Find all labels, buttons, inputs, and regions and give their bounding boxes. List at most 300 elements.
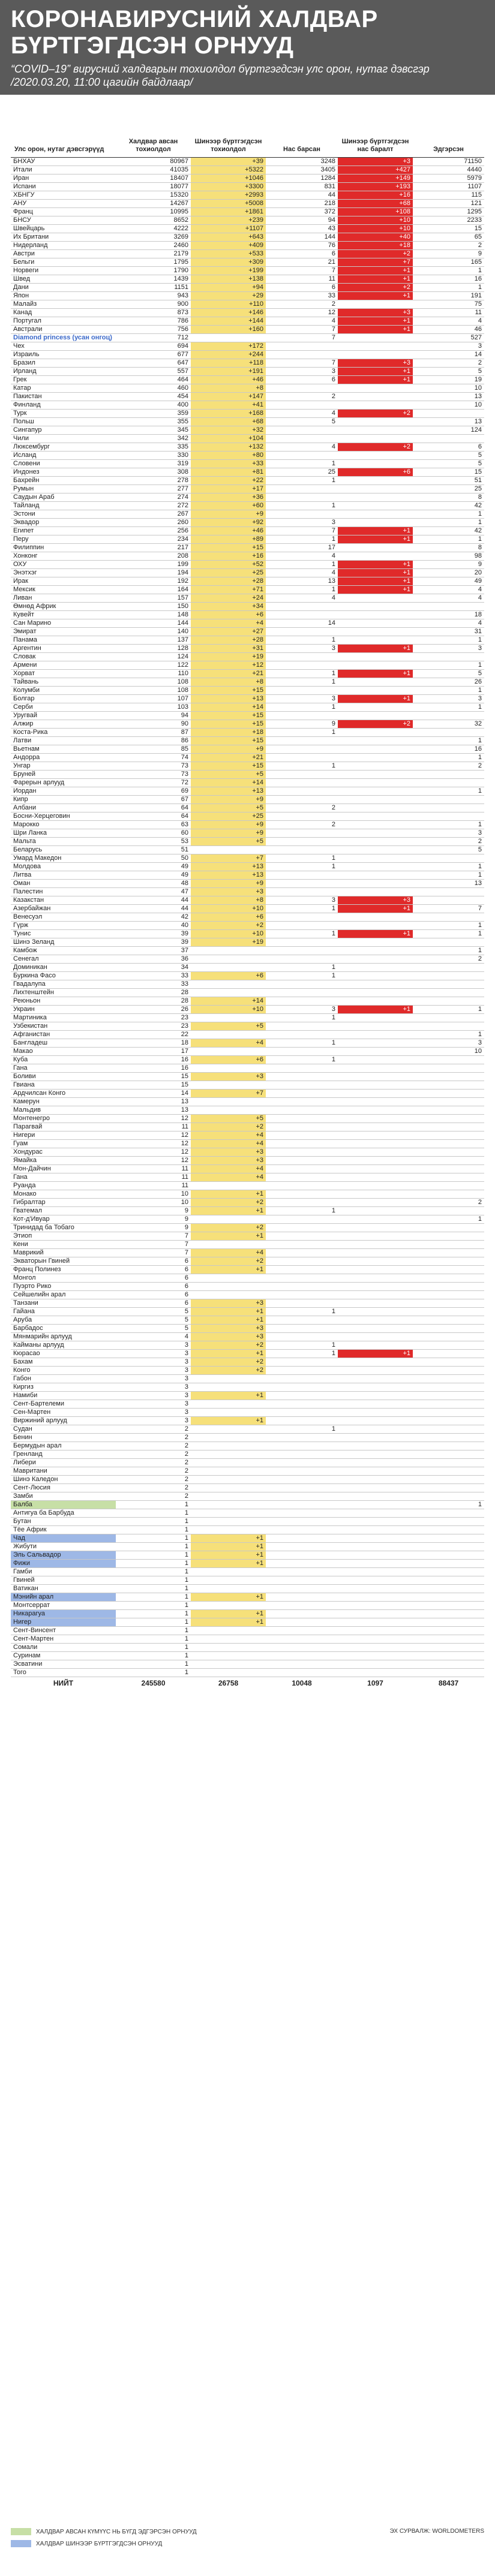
cell-name: Тайланд (11, 502, 116, 510)
cell-name: Маврикий (11, 1249, 116, 1257)
cell-new-deaths (338, 712, 413, 720)
cell-new-cases: +94 (191, 284, 266, 292)
cell-deaths (266, 1568, 338, 1576)
cell-new-cases: +19 (191, 653, 266, 661)
cell-recovered (413, 964, 484, 972)
cell-new-deaths (338, 619, 413, 628)
table-row (11, 1534, 484, 1543)
cell-new-deaths (338, 1602, 413, 1610)
cell-recovered (413, 888, 484, 896)
cell-new-deaths (338, 1182, 413, 1190)
cell-new-cases: +8 (191, 896, 266, 905)
cell-name: Япон (11, 292, 116, 300)
cell-deaths: 1 (266, 729, 338, 737)
cell-deaths (266, 779, 338, 787)
table-row (11, 1140, 484, 1148)
cell-recovered (413, 1593, 484, 1602)
cell-new-deaths (338, 838, 413, 846)
cell-deaths (266, 1165, 338, 1173)
cell-deaths: 372 (266, 208, 338, 216)
cell-deaths: 76 (266, 242, 338, 250)
cell-name: Макао (11, 1048, 116, 1056)
cell-deaths: 3 (266, 645, 338, 653)
cell-new-cases: +3 (191, 1333, 266, 1341)
cell-recovered (413, 1207, 484, 1215)
cell-new-deaths (338, 922, 413, 930)
cell-cases: 6 (116, 1257, 191, 1266)
cell-deaths: 2 (266, 300, 338, 309)
table-row (11, 552, 484, 561)
cell-deaths (266, 846, 338, 854)
cell-recovered (413, 1131, 484, 1140)
cell-new-deaths: +1 (338, 586, 413, 594)
cell-deaths: 1 (266, 762, 338, 771)
cell-cases: 22 (116, 1031, 191, 1039)
cell-cases: 128 (116, 645, 191, 653)
table-row (11, 1006, 484, 1014)
cell-recovered (413, 1585, 484, 1593)
table-row (11, 729, 484, 737)
cell-new-cases: +5322 (191, 166, 266, 174)
table-row (11, 896, 484, 905)
cell-recovered (413, 1173, 484, 1182)
cell-new-cases: +1 (191, 1392, 266, 1400)
cell-recovered: 4440 (413, 166, 484, 174)
cell-new-cases: +25 (191, 569, 266, 577)
cell-name: Бахам (11, 1358, 116, 1367)
cell-name: ХБНГУ (11, 191, 116, 200)
cell-deaths (266, 871, 338, 880)
cell-deaths: 1 (266, 1056, 338, 1064)
cell-new-cases: +3 (191, 1073, 266, 1081)
table-row (11, 888, 484, 896)
cell-new-deaths (338, 1266, 413, 1274)
cell-name: Турк (11, 410, 116, 418)
cell-name: Суринам (11, 1652, 116, 1660)
cell-new-cases: +4 (191, 1039, 266, 1048)
cell-recovered: 5 (413, 670, 484, 678)
table-row (11, 208, 484, 216)
cell-cases: 873 (116, 309, 191, 317)
cell-recovered (413, 1367, 484, 1375)
cell-recovered (413, 1476, 484, 1484)
cell-new-cases: +89 (191, 535, 266, 544)
cell-cases: 6 (116, 1266, 191, 1274)
cell-new-cases: +29 (191, 292, 266, 300)
cell-new-deaths: +3 (338, 158, 413, 166)
cell-deaths: 3405 (266, 166, 338, 174)
cell-recovered (413, 997, 484, 1006)
table-row (11, 1417, 484, 1425)
cell-new-deaths: +108 (338, 208, 413, 216)
cell-new-cases (191, 334, 266, 342)
cell-name: Латви (11, 737, 116, 745)
table-row (11, 1375, 484, 1383)
cell-deaths: 1 (266, 636, 338, 645)
cell-new-cases: +160 (191, 326, 266, 334)
cell-name: Мексик (11, 586, 116, 594)
cell-cases: 14267 (116, 200, 191, 208)
cell-deaths: 3248 (266, 158, 338, 166)
cell-recovered: 1 (413, 863, 484, 871)
cell-recovered: 8 (413, 544, 484, 552)
cell-cases: 64 (116, 804, 191, 812)
cell-cases: 2179 (116, 250, 191, 258)
cell-cases: 40 (116, 922, 191, 930)
table-row (11, 1325, 484, 1333)
cell-new-deaths: +1 (338, 292, 413, 300)
cell-new-deaths (338, 384, 413, 393)
cell-deaths (266, 1501, 338, 1509)
cell-new-cases: +13 (191, 871, 266, 880)
table-row (11, 1392, 484, 1400)
cell-new-cases: +118 (191, 359, 266, 368)
cell-deaths (266, 435, 338, 443)
cell-new-deaths (338, 989, 413, 997)
table-row (11, 913, 484, 922)
table-row (11, 1585, 484, 1593)
cell-name: Балба (11, 1501, 116, 1509)
cell-recovered: 16 (413, 275, 484, 284)
cell-new-deaths (338, 964, 413, 972)
cell-name: Өмнөд Африк (11, 603, 116, 611)
cell-name: Мэнийн арал (11, 1593, 116, 1602)
cell-deaths (266, 1157, 338, 1165)
cell-recovered: 1 (413, 535, 484, 544)
cell-name: Экваторын Гвиней (11, 1257, 116, 1266)
cell-cases: 1151 (116, 284, 191, 292)
cell-cases: 3 (116, 1409, 191, 1417)
cell-recovered: 7 (413, 905, 484, 913)
cell-name: Эль Сальвадор (11, 1551, 116, 1560)
cell-recovered (413, 1509, 484, 1518)
legend-swatch-green (11, 2528, 31, 2535)
cell-cases: 1 (116, 1501, 191, 1509)
cell-new-cases: +2 (191, 1257, 266, 1266)
cell-new-cases: +52 (191, 561, 266, 569)
cell-name: Гренланд (11, 1450, 116, 1459)
cell-recovered (413, 938, 484, 947)
cell-deaths (266, 1031, 338, 1039)
cell-new-cases (191, 1425, 266, 1434)
cell-new-cases: +10 (191, 1006, 266, 1014)
cell-deaths: 3 (266, 368, 338, 376)
cell-deaths (266, 880, 338, 888)
cell-new-deaths (338, 418, 413, 426)
table-row (11, 158, 484, 166)
cell-name: Гана (11, 1064, 116, 1073)
cell-deaths (266, 493, 338, 502)
cell-new-cases (191, 1291, 266, 1299)
cell-recovered: 9 (413, 561, 484, 569)
cell-deaths (266, 1098, 338, 1106)
cell-recovered (413, 603, 484, 611)
table-row (11, 670, 484, 678)
cell-new-deaths: +1 (338, 527, 413, 535)
cell-deaths: 5 (266, 418, 338, 426)
table-row (11, 955, 484, 964)
cell-cases: 1 (116, 1568, 191, 1576)
cell-deaths (266, 838, 338, 846)
cell-recovered: 3 (413, 1039, 484, 1048)
cell-recovered (413, 972, 484, 980)
table-row (11, 1022, 484, 1031)
cell-new-deaths (338, 1241, 413, 1249)
table-row (11, 1014, 484, 1022)
cell-recovered (413, 1375, 484, 1383)
cell-cases: 48 (116, 880, 191, 888)
cell-new-cases: +33 (191, 460, 266, 468)
cell-recovered (413, 1627, 484, 1635)
table-row (11, 1266, 484, 1274)
cell-new-cases: +239 (191, 216, 266, 225)
cell-new-cases (191, 1241, 266, 1249)
cell-cases: 26 (116, 1006, 191, 1014)
cell-deaths (266, 1291, 338, 1299)
cell-cases: 39 (116, 938, 191, 947)
cell-cases: 90 (116, 720, 191, 729)
cell-new-deaths (338, 1400, 413, 1409)
cell-new-cases: +71 (191, 586, 266, 594)
cell-new-deaths (338, 1467, 413, 1476)
cell-name: Бразил (11, 359, 116, 368)
table-row (11, 1249, 484, 1257)
cell-recovered (413, 1299, 484, 1308)
cell-new-deaths (338, 1333, 413, 1341)
cell-cases: 14 (116, 1090, 191, 1098)
cell-deaths: 7 (266, 267, 338, 275)
cell-name: Бахрейн (11, 477, 116, 485)
cell-recovered: 18 (413, 611, 484, 619)
cell-cases: 234 (116, 535, 191, 544)
cell-new-deaths (338, 1383, 413, 1392)
cell-recovered (413, 1450, 484, 1459)
cell-name: Виржиний арлууд (11, 1417, 116, 1425)
cell-new-cases: +22 (191, 477, 266, 485)
cell-deaths: 4 (266, 443, 338, 452)
cell-cases: 12 (116, 1115, 191, 1123)
cell-name: Камерун (11, 1098, 116, 1106)
cell-recovered: 51 (413, 477, 484, 485)
cell-name: Молдова (11, 863, 116, 871)
cell-new-cases: +28 (191, 636, 266, 645)
cell-cases: 51 (116, 846, 191, 854)
cell-new-cases: +2 (191, 922, 266, 930)
cell-cases: 460 (116, 384, 191, 393)
cell-recovered: 1 (413, 636, 484, 645)
cell-deaths (266, 1383, 338, 1392)
table-row (11, 712, 484, 720)
cell-cases: 72 (116, 779, 191, 787)
cell-cases: 1 (116, 1593, 191, 1602)
cell-deaths: 7 (266, 359, 338, 368)
cell-new-deaths (338, 611, 413, 619)
cell-new-deaths (338, 1392, 413, 1400)
cell-name: БНХАУ (11, 158, 116, 166)
cell-new-deaths: +3 (338, 359, 413, 368)
cell-new-deaths (338, 1056, 413, 1064)
cell-cases: 194 (116, 569, 191, 577)
cell-new-deaths (338, 1249, 413, 1257)
cell-deaths: 9 (266, 720, 338, 729)
cell-cases: 69 (116, 787, 191, 796)
cell-deaths: 1 (266, 1039, 338, 1048)
cell-recovered: 6 (413, 443, 484, 452)
table-row (11, 779, 484, 787)
cell-name: Шинэ Зеланд (11, 938, 116, 947)
cell-cases: 7 (116, 1241, 191, 1249)
cell-cases: 756 (116, 326, 191, 334)
cell-new-deaths (338, 771, 413, 779)
cell-name: Индонез (11, 468, 116, 477)
cell-new-cases: +92 (191, 519, 266, 527)
cell-deaths (266, 1409, 338, 1417)
cell-new-deaths (338, 1543, 413, 1551)
cell-deaths (266, 628, 338, 636)
total-new-cases: 26758 (191, 1677, 266, 1690)
table-row (11, 1442, 484, 1450)
cell-deaths (266, 1022, 338, 1031)
cell-name: Тунис (11, 930, 116, 938)
cell-new-cases: +15 (191, 737, 266, 745)
table-row (11, 1409, 484, 1417)
cell-recovered: 124 (413, 426, 484, 435)
cell-deaths: 3 (266, 695, 338, 703)
total-cases: 245580 (116, 1677, 191, 1690)
cell-new-deaths (338, 1308, 413, 1316)
cell-new-deaths (338, 1526, 413, 1534)
cell-new-deaths: +1 (338, 577, 413, 586)
cell-cases: 217 (116, 544, 191, 552)
cell-recovered (413, 1652, 484, 1660)
table-row (11, 653, 484, 661)
cell-cases: 11 (116, 1173, 191, 1182)
cell-recovered (413, 1425, 484, 1434)
cell-cases: 1 (116, 1652, 191, 1660)
cell-cases: 192 (116, 577, 191, 586)
cell-recovered (413, 1249, 484, 1257)
cell-recovered: 1 (413, 687, 484, 695)
table-row (11, 225, 484, 233)
table-row (11, 754, 484, 762)
cell-recovered: 1 (413, 267, 484, 275)
cell-deaths (266, 913, 338, 922)
cell-deaths: 7 (266, 326, 338, 334)
table-row (11, 930, 484, 938)
cell-new-cases: +1 (191, 1207, 266, 1215)
cell-recovered: 2233 (413, 216, 484, 225)
cell-recovered (413, 1576, 484, 1585)
cell-deaths: 4 (266, 569, 338, 577)
cell-new-cases: +81 (191, 468, 266, 477)
cell-new-deaths: +1 (338, 695, 413, 703)
cell-deaths (266, 452, 338, 460)
cell-name: Сан Марино (11, 619, 116, 628)
cell-cases: 41035 (116, 166, 191, 174)
cell-cases: 2 (116, 1450, 191, 1459)
table-row (11, 1241, 484, 1249)
cell-recovered: 32 (413, 720, 484, 729)
table-row (11, 1350, 484, 1358)
table-row (11, 577, 484, 586)
cell-cases: 557 (116, 368, 191, 376)
cell-new-deaths: +1 (338, 267, 413, 275)
cell-new-deaths (338, 1442, 413, 1450)
cell-name: Швед (11, 275, 116, 284)
legend-item-blue (11, 2538, 484, 2550)
cell-new-cases: +13 (191, 787, 266, 796)
cell-new-deaths (338, 1409, 413, 1417)
cell-recovered: 5 (413, 368, 484, 376)
cell-recovered (413, 1073, 484, 1081)
cell-new-cases: +5008 (191, 200, 266, 208)
cell-recovered: 20 (413, 569, 484, 577)
cell-name: Беларусь (11, 846, 116, 854)
cell-recovered: 5 (413, 452, 484, 460)
cell-new-cases: +1 (191, 1543, 266, 1551)
cell-deaths: 1 (266, 1308, 338, 1316)
table-row (11, 1157, 484, 1165)
cell-new-cases: +2 (191, 1224, 266, 1232)
cell-deaths (266, 1576, 338, 1585)
cell-deaths (266, 955, 338, 964)
table-row (11, 1283, 484, 1291)
table-row (11, 426, 484, 435)
table-row (11, 687, 484, 695)
cell-recovered: 1 (413, 754, 484, 762)
cell-new-deaths (338, 854, 413, 863)
cell-recovered (413, 980, 484, 989)
cell-recovered (413, 1618, 484, 1627)
table-row (11, 1669, 484, 1677)
cell-deaths: 2 (266, 393, 338, 401)
cell-new-deaths (338, 1157, 413, 1165)
cell-name: Польш (11, 418, 116, 426)
cell-new-cases: +2 (191, 1123, 266, 1131)
cell-name: Хондурас (11, 1148, 116, 1157)
cell-name: Нигер (11, 1618, 116, 1627)
cell-new-cases: +18 (191, 729, 266, 737)
cell-deaths (266, 1450, 338, 1459)
cell-deaths (266, 1518, 338, 1526)
cell-deaths: 6 (266, 250, 338, 258)
cell-cases: 2 (116, 1492, 191, 1501)
cell-name: Грек (11, 376, 116, 384)
cell-deaths (266, 1551, 338, 1560)
cell-new-cases: +21 (191, 754, 266, 762)
cell-cases: 454 (116, 393, 191, 401)
cell-recovered: 165 (413, 258, 484, 267)
cell-name: Мавритани (11, 1467, 116, 1476)
cell-recovered: 2 (413, 955, 484, 964)
cell-new-deaths (338, 863, 413, 871)
cell-cases: 3 (116, 1375, 191, 1383)
table-row (11, 452, 484, 460)
cell-cases: 23 (116, 1022, 191, 1031)
cell-name: Танзани (11, 1299, 116, 1308)
cell-deaths (266, 1476, 338, 1484)
cell-cases: 60 (116, 829, 191, 838)
cell-cases: 164 (116, 586, 191, 594)
cell-new-cases: +9 (191, 821, 266, 829)
cell-new-deaths: +1 (338, 376, 413, 384)
cell-deaths: 43 (266, 225, 338, 233)
cell-deaths (266, 342, 338, 351)
cell-new-cases: +1 (191, 1610, 266, 1618)
cell-recovered (413, 1492, 484, 1501)
cell-cases: 7 (116, 1249, 191, 1257)
cell-new-cases: +7 (191, 854, 266, 863)
